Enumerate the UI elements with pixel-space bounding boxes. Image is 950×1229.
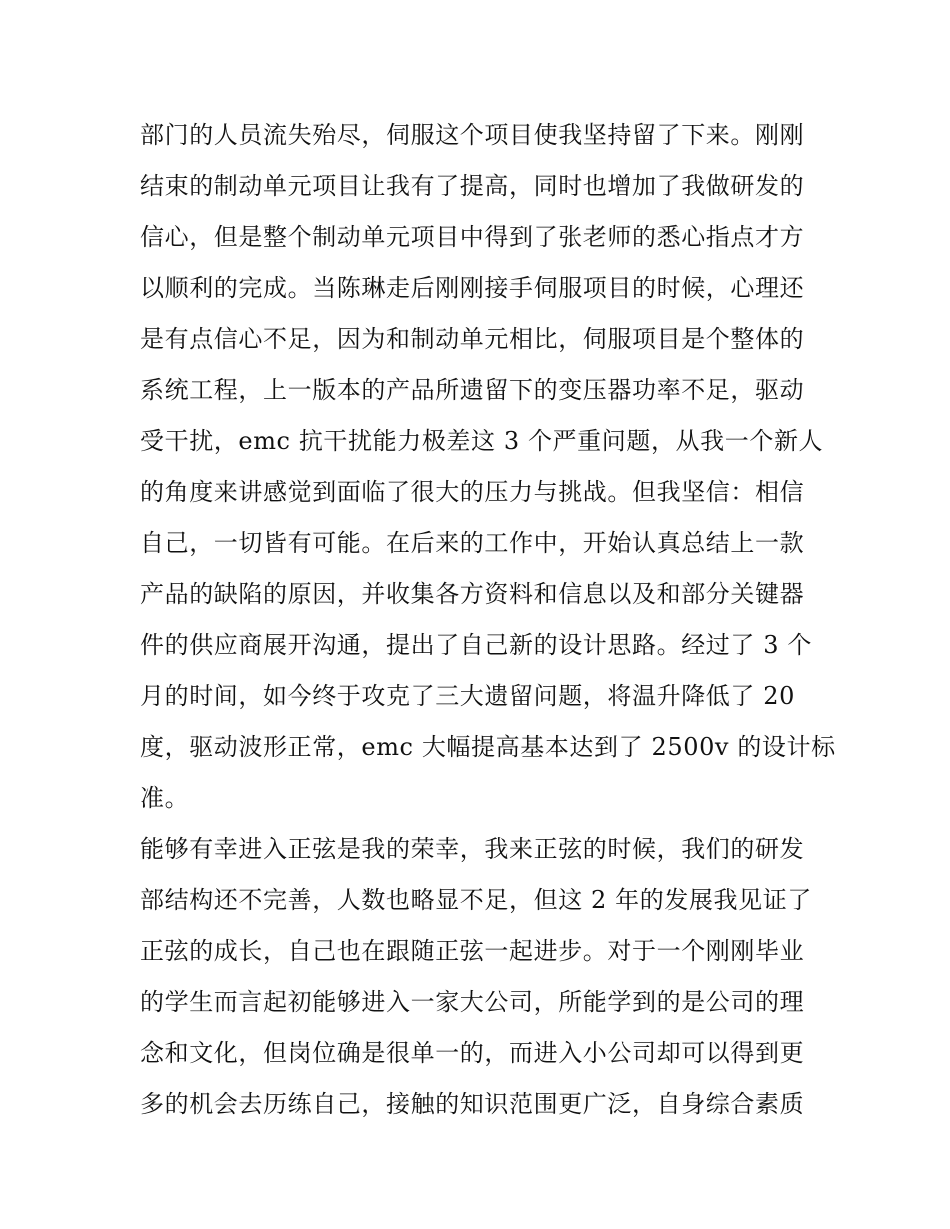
text-line: 的角度来讲感觉到面临了很大的压力与挑战。但我坚信：相信 [140, 478, 805, 506]
paragraph-1 [140, 110, 836, 824]
text-line: 多的机会去历练自己，接触的知识范围更广泛，自身综合素质 [140, 1090, 805, 1118]
text-line: 是有点信心不足，因为和制动单元相比，伺服项目是个整体的 [140, 325, 805, 353]
text-line: 月的时间，如今终于攻克了三大遗留问题，将温升降低了 20 [140, 682, 795, 710]
text-line: 部结构还不完善，人数也略显不足，但这 2 年的发展我见证了 [140, 886, 812, 914]
text-line: 系统工程，上一版本的产品所遗留下的变压器功率不足，驱动 [140, 376, 805, 404]
text-line: 以顺利的完成。当陈琳走后刚刚接手伺服项目的时候，心理还 [140, 274, 805, 302]
text-line: 件的供应商展开沟通，提出了自己新的设计思路。经过了 3 个 [140, 631, 812, 659]
text-line: 准。 [140, 784, 190, 812]
text-line: 信心，但是整个制动单元项目中得到了张老师的悉心指点才方 [140, 223, 805, 251]
text-line: 产品的缺陷的原因，并收集各方资料和信息以及和部分关键器 [140, 580, 805, 608]
text-line: 的学生而言起初能够进入一家大公司，所能学到的是公司的理 [140, 988, 805, 1016]
text-line: 正弦的成长，自己也在跟随正弦一起进步。对于一个刚刚毕业 [140, 937, 805, 965]
text-line: 能够有幸进入正弦是我的荣幸，我来正弦的时候，我们的研发 [140, 835, 805, 863]
text-line: 结束的制动单元项目让我有了提高，同时也增加了我做研发的 [140, 172, 805, 200]
text-line: 度，驱动波形正常，emc 大幅提高基本达到了 2500v 的设计标 [140, 733, 836, 761]
text-line: 念和文化，但岗位确是很单一的，而进入小公司却可以得到更 [140, 1039, 805, 1067]
text-line: 自己，一切皆有可能。在后来的工作中，开始认真总结上一款 [140, 529, 805, 557]
document-body [140, 110, 836, 1130]
text-line: 受干扰，emc 抗干扰能力极差这 3 个严重问题，从我一个新人 [140, 427, 824, 455]
paragraph-2 [140, 824, 830, 1130]
text-line: 部门的人员流失殆尽，伺服这个项目使我坚持留了下来。刚刚 [140, 121, 805, 149]
